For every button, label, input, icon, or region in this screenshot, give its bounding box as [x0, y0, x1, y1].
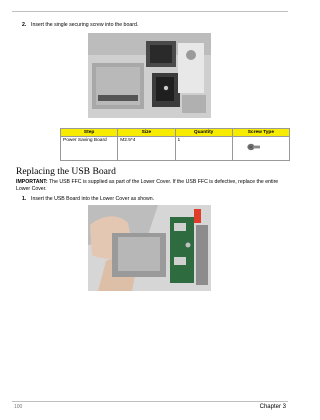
important-label: IMPORTANT: [16, 179, 48, 185]
header-size: Size [118, 129, 175, 137]
header-screw-type: Screw Type [232, 129, 289, 137]
step-number: 2. [22, 22, 27, 28]
page-number: 100 [14, 404, 23, 410]
screw-icon [247, 143, 261, 151]
header-rule [12, 11, 288, 12]
important-note [16, 179, 286, 192]
cell-screw-type [232, 137, 289, 161]
important-text: The USB FFC is supplied as part of the Lower Cover. If the USB FFC is defective, replace the entire Lower Cover. [16, 179, 279, 192]
cell-step: Power Saving Board [61, 137, 118, 161]
header-quantity: Quantity [175, 129, 232, 137]
cell-size: M2.5*4 [118, 137, 175, 161]
section-title: Replacing the USB Board [16, 166, 116, 177]
table-row [61, 137, 290, 161]
step-text: Insert the USB Board into the Lower Cover as shown. [31, 196, 155, 202]
table-header-row [61, 129, 290, 137]
usb-board-photo [88, 205, 211, 291]
step-number: 1. [22, 196, 27, 202]
usb-board-illustration [88, 205, 211, 291]
footer-rule [12, 401, 288, 402]
screw-spec-table [60, 128, 290, 161]
cell-quantity: 1 [175, 137, 232, 161]
step-text: Insert the single securing screw into the board. [31, 22, 139, 28]
board-screw-illustration [88, 33, 211, 118]
board-screw-photo [88, 33, 211, 118]
header-step: Step [61, 129, 118, 137]
chapter-label: Chapter 3 [259, 404, 286, 410]
